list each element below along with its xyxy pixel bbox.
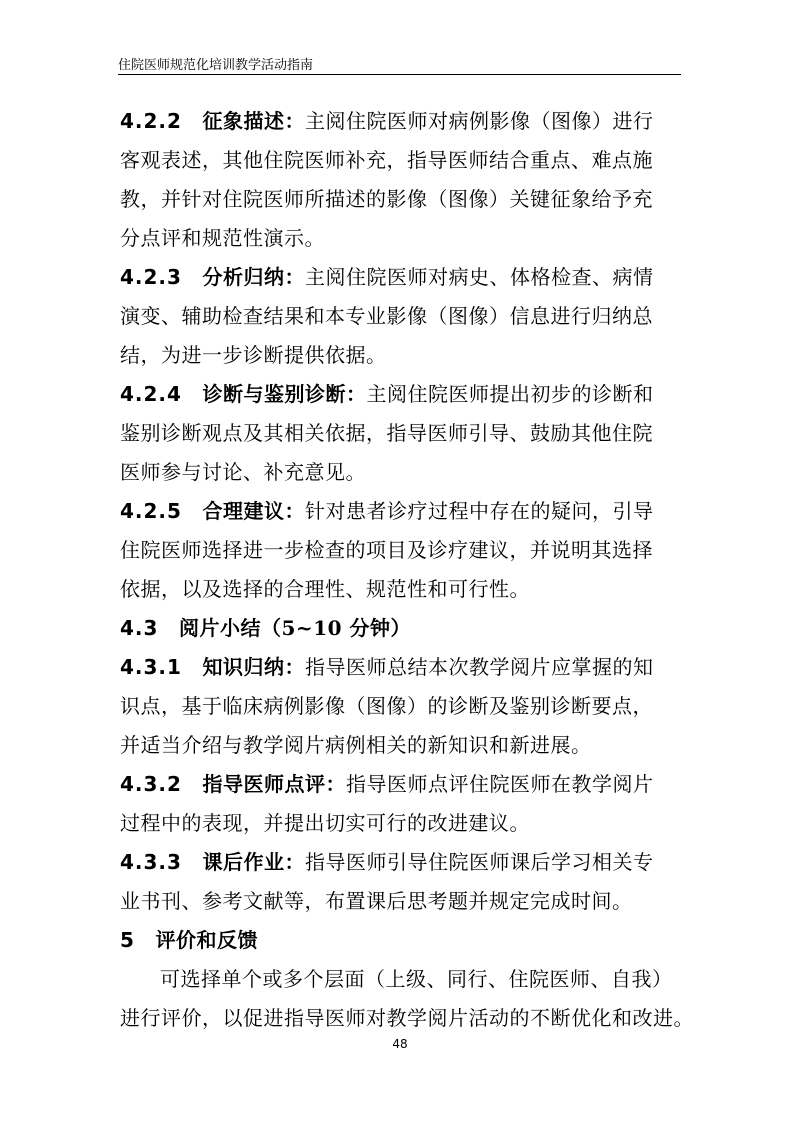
section-term: 征象描述： xyxy=(202,109,306,133)
line-text: 指导医师引导住院医师课后学习相关专 xyxy=(305,850,654,874)
paragraph-line: 结，为进一步诊断提供依据。 xyxy=(120,343,387,367)
line-text: 指导医师点评住院医师在教学阅片 xyxy=(346,772,654,796)
section-number: 4.3.2 xyxy=(120,772,182,796)
page-body xyxy=(120,102,694,1038)
paragraph-line xyxy=(120,843,690,882)
line-text: 主阅住院医师对病例影像（图像）进行 xyxy=(305,109,654,133)
section-term: 课后作业： xyxy=(202,850,306,874)
section-title: 阅片小结（5~10 分钟） xyxy=(179,616,411,640)
paragraph-line xyxy=(120,375,690,414)
paragraph-line xyxy=(120,765,690,804)
section-heading xyxy=(120,921,690,960)
paragraph-line: 住院医师选择进一步检查的项目及诊疗建议，并说明其选择 xyxy=(120,538,653,562)
section-number: 5 xyxy=(120,928,135,952)
section-term: 指导医师点评： xyxy=(202,772,347,796)
paragraph-line: 演变、辅助检查结果和本专业影像（图像）信息进行归纳总 xyxy=(120,304,653,328)
section-number: 4.2.2 xyxy=(120,109,182,133)
paragraph-line: 教，并针对住院医师所描述的影像（图像）关键征象给予充 xyxy=(120,187,653,211)
section-number: 4.2.3 xyxy=(120,265,182,289)
line-text: 主阅住院医师提出初步的诊断和 xyxy=(366,382,654,406)
section-term: 诊断与鉴别诊断： xyxy=(202,382,367,406)
paragraph-line: 进行评价，以促进指导医师对教学阅片活动的不断优化和改进。 xyxy=(120,1006,694,1030)
paragraph-line: 分点评和规范性演示。 xyxy=(120,226,325,250)
paragraph-line xyxy=(120,648,690,687)
paragraph-line: 过程中的表现，并提出切实可行的改进建议。 xyxy=(120,811,530,835)
line-text: 针对患者诊疗过程中存在的疑问，引导 xyxy=(305,499,654,523)
line-text: 指导医师总结本次教学阅片应掌握的知 xyxy=(305,655,654,679)
paragraph-line xyxy=(120,102,690,141)
paragraph-line: 客观表述，其他住院医师补充，指导医师结合重点、难点施 xyxy=(120,148,653,172)
page-number: 48 xyxy=(392,1037,408,1051)
section-number: 4.3.1 xyxy=(120,655,182,679)
paragraph-line: 鉴别诊断观点及其相关依据，指导医师引导、鼓励其他住院 xyxy=(120,421,653,445)
section-term: 分析归纳： xyxy=(202,265,306,289)
paragraph-line: 并适当介绍与教学阅片病例相关的新知识和新进展。 xyxy=(120,733,592,757)
section-heading xyxy=(120,609,690,648)
section-term: 知识归纳： xyxy=(202,655,306,679)
section-number: 4.3 xyxy=(120,616,159,640)
section-title: 评价和反馈 xyxy=(155,928,258,952)
header-divider xyxy=(118,74,681,75)
section-term: 合理建议： xyxy=(202,499,306,523)
paragraph-line: 医师参与讨论、补充意见。 xyxy=(120,460,366,484)
line-text: 主阅住院医师对病史、体格检查、病情 xyxy=(305,265,654,289)
paragraph-line: 业书刊、参考文献等，布置课后思考题并规定完成时间。 xyxy=(120,889,633,913)
section-number: 4.2.5 xyxy=(120,499,182,523)
running-header: 住院医师规范化培训教学活动指南 xyxy=(118,58,314,73)
paragraph-line: 识点，基于临床病例影像（图像）的诊断及鉴别诊断要点， xyxy=(120,694,653,718)
section-number: 4.2.4 xyxy=(120,382,182,406)
section-number: 4.3.3 xyxy=(120,850,182,874)
paragraph-line xyxy=(120,258,690,297)
paragraph-line: 依据，以及选择的合理性、规范性和可行性。 xyxy=(120,577,530,601)
paragraph-line xyxy=(120,492,690,531)
paragraph-line: 可选择单个或多个层面（上级、同行、住院医师、自我） xyxy=(160,967,673,991)
